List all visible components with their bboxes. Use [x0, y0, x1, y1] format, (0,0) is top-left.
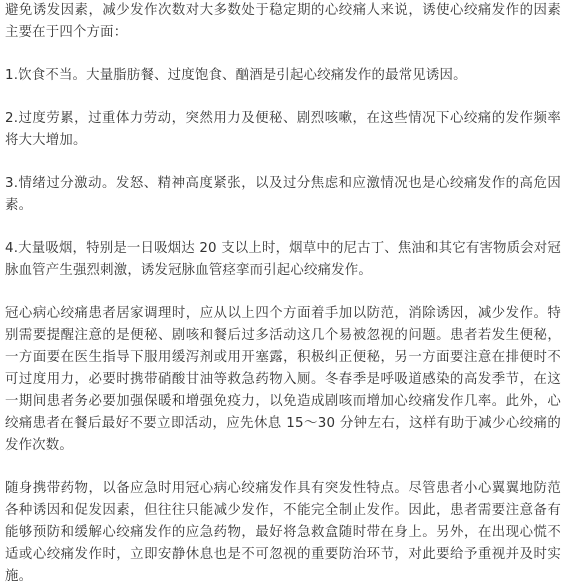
intro-paragraph: 避免诱发因素，减少发作次数对大多数处于稳定期的心绞痛人来说，诱使心绞痛发作的因素主要在于四个方面： [5, 3, 561, 40]
cause-smoking-paragraph: 4.大量吸烟，特别是一日吸烟达 20 支以上时，烟草中的尼古丁、焦油和其它有害物质会对冠脉血管产生强烈刺激，诱发冠脉血管痉挛而引起心绞痛发作。 [5, 241, 561, 278]
article-body [5, 0, 561, 588]
emergency-medicine-paragraph: 随身携带药物，以备应急时用冠心病心绞痛发作具有突发性特点。尽管患者小心翼翼地防范各种诱因和促发因素，但往往只能减少发作，不能完全制止发作。因此，患者需要注意备有能够预防和缓解心绞痛发作的应急药物，最好将急救盒随时带在身上。另外，在出现心慌不适或心绞痛发作时，立即安静休息也是不可忽视的重要防治环节，对此要给予重视并及时实施。 [5, 481, 561, 584]
home-care-paragraph: 冠心病心绞痛患者居家调理时，应从以上四个方面着手加以防范，消除诱因，减少发作。特别需要提醒注意的是便秘、剧咳和餐后过多活动这几个易被忽视的问题。患者若发生便秘，一方面要在医生指导下服用缓泻剂或用开塞露，积极纠正便秘，另一方面要注意在排便时不可过度用力，必要时携带硝酸甘油等救急药物入厕。冬春季是呼吸道感染的高发季节，在这一期间患者务必要加强保暖和增强免疫力，以免造成剧咳而增加心绞痛发作几率。此外，心绞痛患者在餐后最好不要立即活动，应先休息 15～30 分钟左右，这样有助于减少心绞痛的发作次数。 [5, 306, 561, 453]
cause-diet-paragraph: 1.饮食不当。大量脂肪餐、过度饱食、酗酒是引起心绞痛发作的最常见诱因。 [5, 68, 467, 83]
cause-fatigue-paragraph: 2.过度劳累，过重体力劳动，突然用力及便秘、剧烈咳嗽，在这些情况下心绞痛的发作频率将大大增加。 [5, 111, 561, 148]
cause-emotion-paragraph: 3.情绪过分激动。发怒、精神高度紧张，以及过分焦虑和应激情况也是心绞痛发作的高危因素。 [5, 176, 561, 213]
